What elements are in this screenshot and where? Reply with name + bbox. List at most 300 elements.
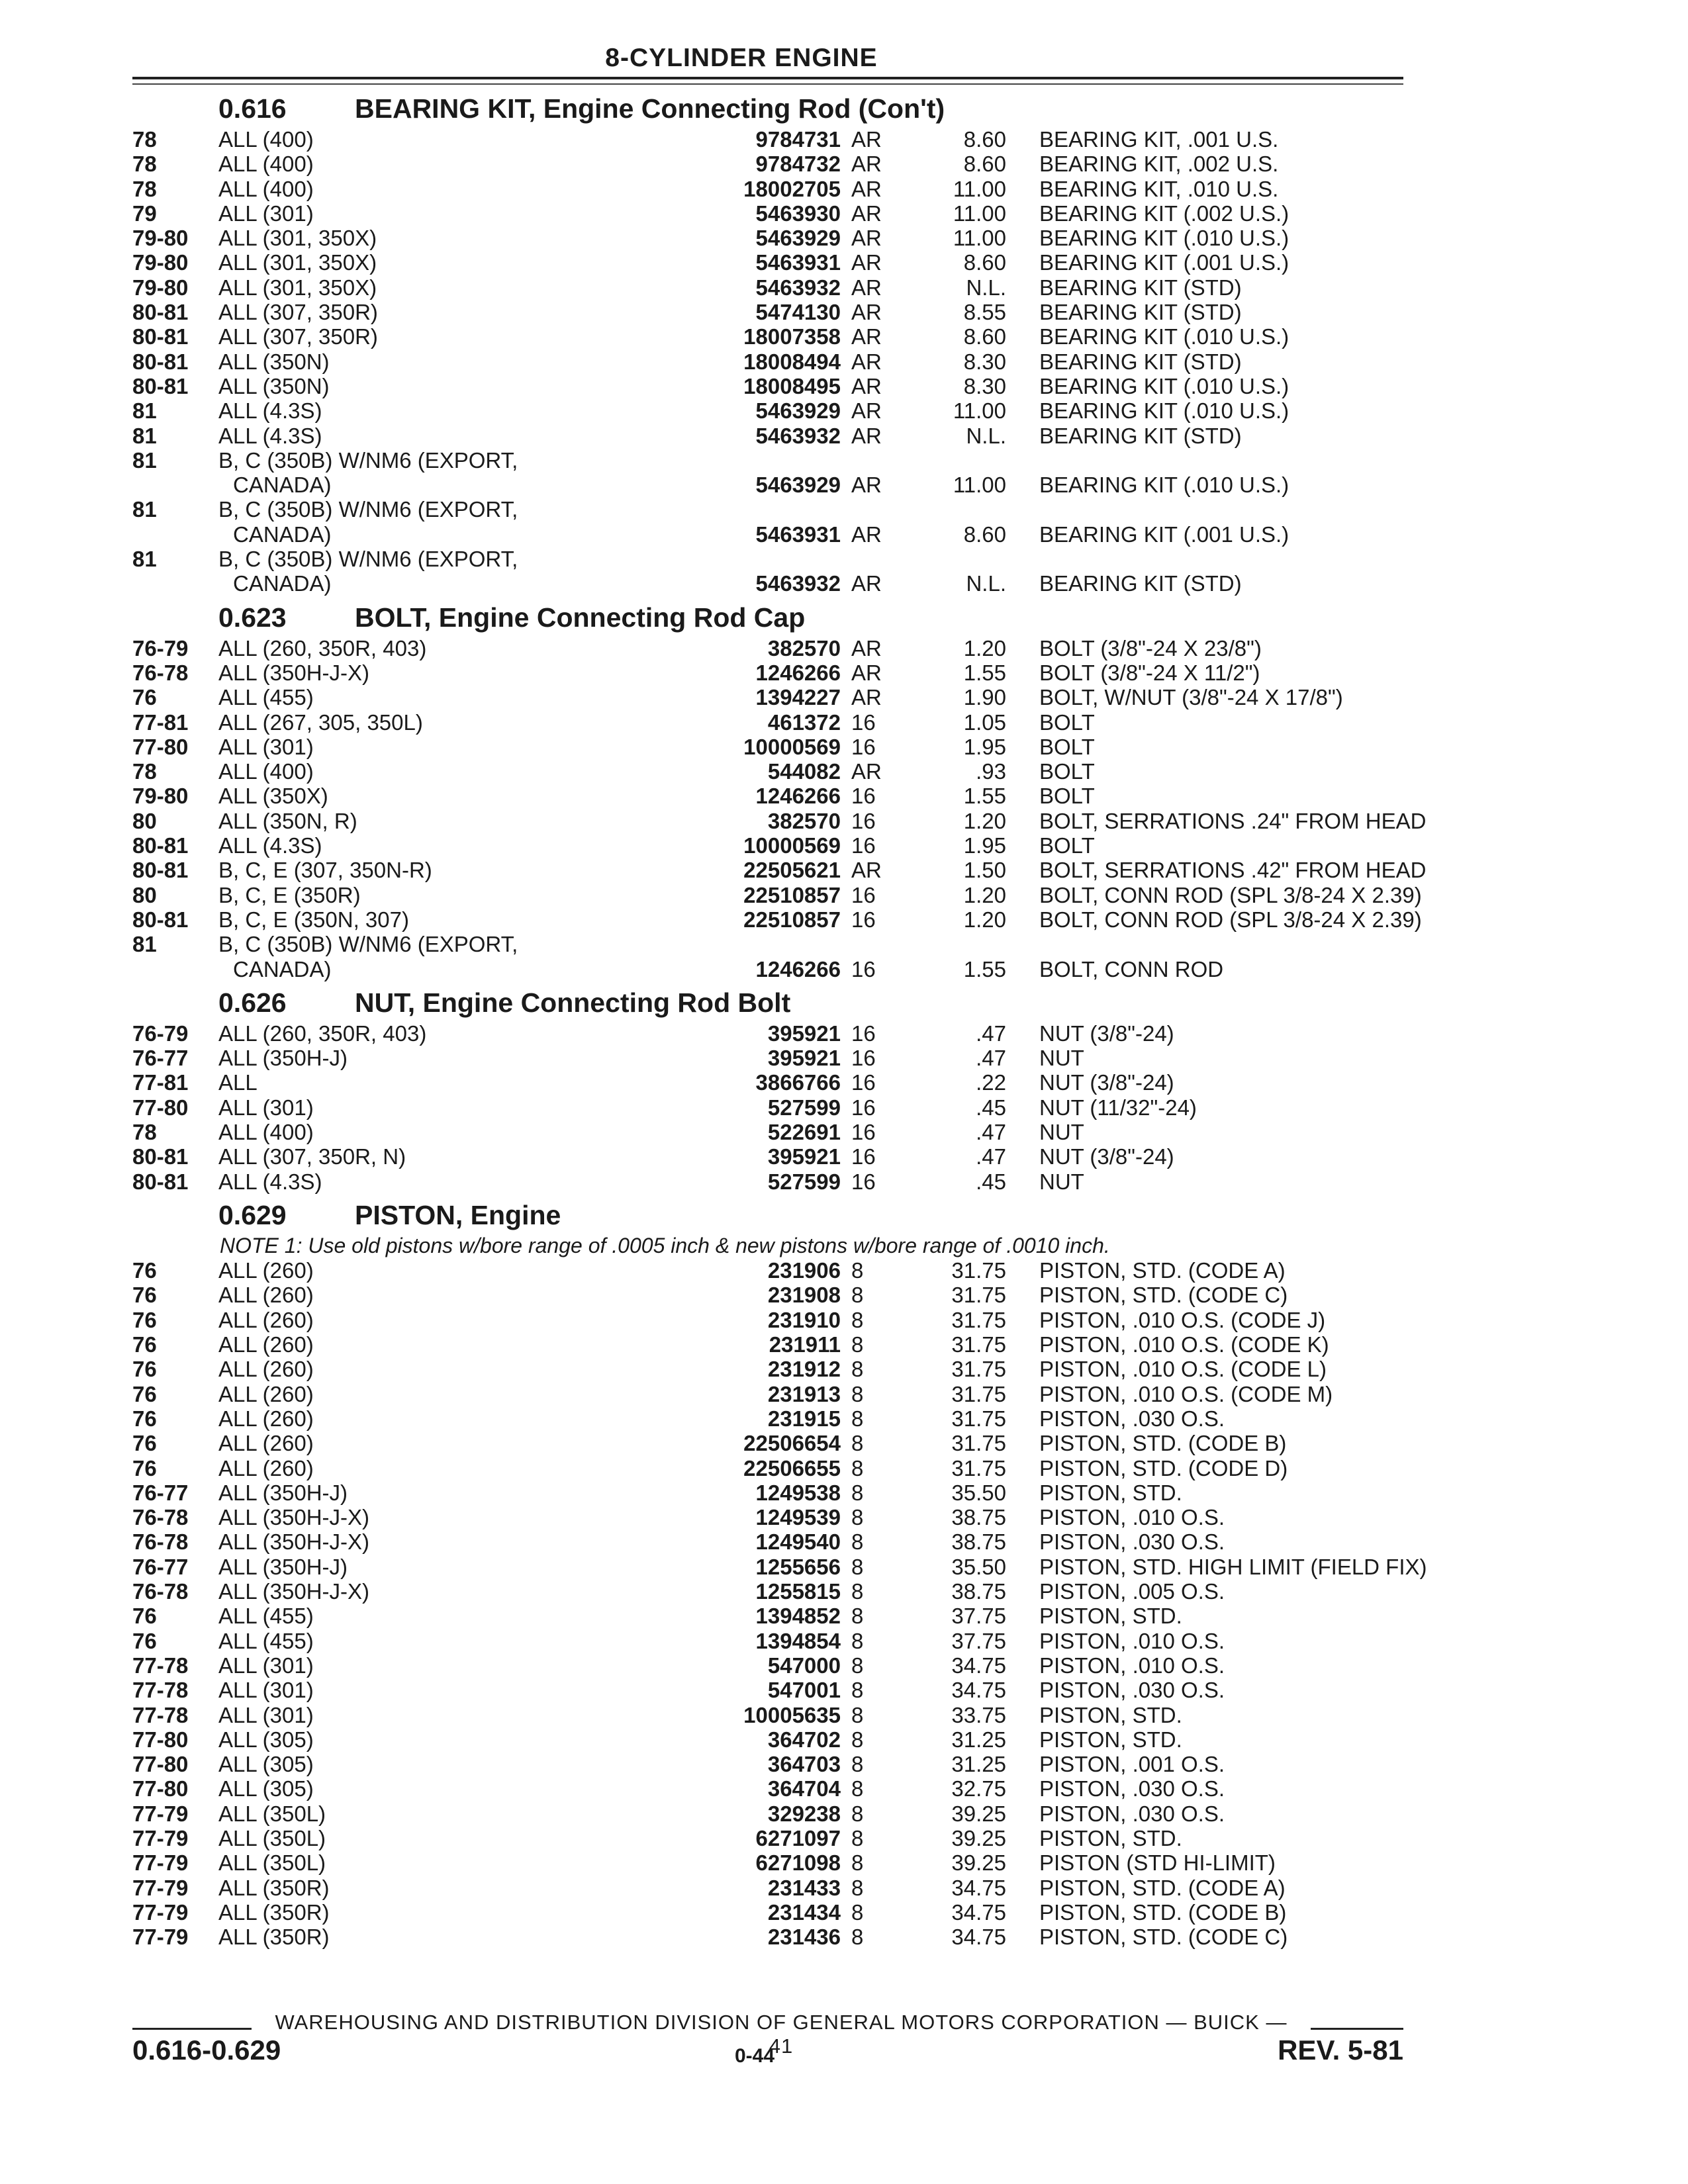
table-row [132,1258,1403,1283]
section-0-623 [132,596,1427,981]
application: ALL (350H-J-X) [218,1505,370,1530]
quantity: 16 [851,734,876,759]
quantity: AR [851,152,882,177]
description: PISTON, .010 O.S. [1039,1505,1225,1530]
part-number: 527599 [767,1169,841,1194]
table-row [132,1480,1403,1505]
model-year: 77-80 [132,1752,189,1777]
table-row [132,1095,1403,1120]
quantity: 16 [851,784,876,809]
model-year: 78 [132,759,157,784]
footer-page-number: 0-44 [734,2045,775,2067]
application: ALL (301) [218,1095,314,1120]
model-year: 76 [132,685,157,710]
section-code: 0.629 [218,1199,287,1230]
model-year: 81 [132,932,157,957]
application: ALL (400) [218,176,314,201]
part-number: 364703 [767,1752,841,1777]
application: B, C (350B) W/NM6 (EXPORT, [218,497,518,522]
model-year: 81 [132,447,157,473]
price: 31.75 [951,1357,1006,1382]
quantity: 8 [851,1431,864,1456]
application: ALL (301) [218,1653,314,1678]
table-row [132,547,1403,571]
application: CANADA) [233,522,332,547]
table-row [132,374,1403,398]
table-row [132,324,1403,349]
description: BOLT, CONN ROD (SPL 3/8-24 X 2.39) [1039,907,1422,932]
application: ALL (305) [218,1727,314,1752]
quantity: 8 [851,1752,864,1777]
description: BOLT [1039,709,1095,735]
application: ALL (301, 350X) [218,226,377,251]
part-number: 18008494 [743,349,841,374]
quantity: 8 [851,1258,864,1283]
quantity: AR [851,275,882,300]
part-number: 395921 [767,1021,841,1046]
description: PISTON, STD. (CODE B) [1039,1899,1287,1925]
table-row [132,1308,1403,1332]
quantity: AR [851,522,882,547]
price: 31.75 [951,1455,1006,1480]
model-year: 77-81 [132,709,189,735]
application: ALL (305) [218,1776,314,1801]
description: BEARING KIT, .010 U.S. [1039,176,1279,201]
part-number: 10005635 [743,1702,841,1727]
part-number: 461372 [767,709,841,735]
description: PISTON, STD. [1039,1480,1182,1505]
description: BOLT [1039,759,1095,784]
section-name: PISTON, Engine [355,1199,561,1230]
description: BEARING KIT, .001 U.S. [1039,127,1279,152]
section-heading [132,981,1403,1021]
model-year: 76-78 [132,1579,189,1604]
description: BEARING KIT (STD) [1039,275,1242,300]
quantity: 16 [851,1144,876,1169]
quantity: 8 [851,1604,864,1629]
description: BEARING KIT (STD) [1039,349,1242,374]
description: BEARING KIT (STD) [1039,300,1242,325]
price: 1.90 [963,685,1006,710]
table-row [132,1382,1403,1406]
application: ALL (260) [218,1258,314,1283]
part-number: 547001 [767,1678,841,1703]
description: PISTON, .010 O.S. (CODE K) [1039,1332,1329,1357]
table-row [132,1604,1403,1628]
quantity: 8 [851,1801,864,1826]
description: BOLT [1039,784,1095,809]
table-row [132,1776,1403,1801]
model-year: 77-79 [132,1875,189,1900]
table-row [132,1169,1403,1194]
price: 31.75 [951,1258,1006,1283]
table-row [132,226,1403,250]
quantity: 16 [851,808,876,833]
section-note: NOTE 1: Use old pistons w/bore range of .0005 inch & new pistons w/bore range of .0010 inch. [220,1233,1110,1257]
application: ALL (307, 350R) [218,300,378,325]
model-year: 76 [132,1431,157,1456]
part-number: 1255815 [755,1579,841,1604]
table-row [132,349,1403,374]
price: 38.75 [951,1505,1006,1530]
description: PISTON, .010 O.S. (CODE L) [1039,1357,1327,1382]
table-row [132,1801,1403,1826]
quantity: 8 [851,1826,864,1850]
section-code: 0.626 [218,987,287,1018]
application: ALL [218,1070,258,1095]
footer-division: WAREHOUSING AND DISTRIBUTION DIVISION OF GENERAL MOTORS CORPORATION — BUICK — 41 [275,2011,1288,2058]
part-number: 18002705 [743,176,841,201]
price: 34.75 [951,1899,1006,1925]
table-row [132,497,1403,522]
quantity: AR [851,201,882,226]
description: BEARING KIT (.001 U.S.) [1039,250,1289,275]
model-year: 76-77 [132,1046,189,1071]
price: 1.20 [963,635,1006,660]
part-number: 9784732 [755,152,841,177]
price: N.L. [966,423,1006,448]
quantity: 8 [851,1702,864,1727]
part-number: 22510857 [743,882,841,907]
description: PISTON, STD. HIGH LIMIT (FIELD FIX) [1039,1554,1427,1579]
model-year: 77-79 [132,1850,189,1876]
table-row [132,735,1403,759]
model-year: 80-81 [132,833,189,858]
table-row [132,571,1403,596]
price: N.L. [966,275,1006,300]
model-year: 77-80 [132,1776,189,1801]
price: 11.00 [953,226,1006,251]
quantity: AR [851,300,882,325]
model-year: 76-79 [132,635,189,660]
footer-section-range: 0.616-0.629 [132,2034,281,2066]
part-number: 10000569 [743,734,841,759]
description: BOLT, CONN ROD [1039,956,1224,981]
section-code: 0.616 [218,93,287,124]
application: CANADA) [233,956,332,981]
table-row [132,1046,1403,1070]
quantity: 16 [851,709,876,735]
price: .93 [976,759,1006,784]
table-row [132,473,1403,497]
price: 31.75 [951,1332,1006,1357]
quantity: 16 [851,1046,876,1071]
model-year: 77-80 [132,1727,189,1752]
table-row [132,932,1403,956]
application: ALL (350H-J-X) [218,1529,370,1555]
description: BEARING KIT (STD) [1039,571,1242,596]
table-row [132,1727,1403,1752]
section-heading [132,87,1403,127]
model-year: 77-79 [132,1925,189,1950]
quantity: 16 [851,1095,876,1120]
description: NUT [1039,1046,1084,1071]
price: 35.50 [951,1554,1006,1579]
model-year: 76-77 [132,1480,189,1505]
price: .47 [976,1046,1006,1071]
part-number: 1249539 [755,1505,841,1530]
description: BOLT (3/8"-24 X 23/8") [1039,635,1262,660]
model-year: 81 [132,423,157,448]
description: PISTON, STD. [1039,1826,1182,1850]
table-row [132,1876,1403,1900]
quantity: AR [851,373,882,398]
parts-listing [132,87,1427,1950]
model-year: 77-79 [132,1801,189,1826]
description: PISTON, .010 O.S. (CODE M) [1039,1381,1333,1406]
price: 1.55 [963,956,1006,981]
table-row [132,1925,1403,1949]
table-row [132,1332,1403,1357]
application: ALL (260) [218,1455,314,1480]
application: ALL (301) [218,1702,314,1727]
model-year: 76 [132,1604,157,1629]
quantity: 8 [851,1579,864,1604]
header-rule [132,77,1403,79]
application: ALL (350L) [218,1801,326,1826]
part-number: 3866766 [755,1070,841,1095]
model-year: 76-79 [132,1021,189,1046]
application: ALL (260) [218,1283,314,1308]
price: 1.95 [963,833,1006,858]
table-row [132,1752,1403,1776]
table-row [132,858,1427,883]
quantity: AR [851,398,882,424]
price: 1.20 [963,907,1006,932]
price: 31.75 [951,1431,1006,1456]
part-number: 18008495 [743,373,841,398]
application: B, C (350B) W/NM6 (EXPORT, [218,932,518,957]
quantity: 16 [851,1169,876,1194]
table-row [132,907,1422,932]
application: B, C, E (307, 350N-R) [218,858,432,883]
table-row [132,1850,1403,1875]
application: ALL (350X) [218,784,328,809]
model-year: 77-81 [132,1070,189,1095]
table-row [132,710,1403,735]
model-year: 80-81 [132,349,189,374]
part-number: 5463931 [755,250,841,275]
model-year: 80-81 [132,324,189,349]
model-year: 80-81 [132,373,189,398]
description: PISTON, .030 O.S. [1039,1406,1225,1431]
page-title: 8-CYLINDER ENGINE [605,44,878,72]
description: PISTON, .010 O.S. [1039,1628,1225,1653]
price: 1.55 [963,660,1006,685]
quantity: 16 [851,1070,876,1095]
application: ALL (350R) [218,1899,330,1925]
application: ALL (260) [218,1406,314,1431]
quantity: AR [851,473,882,498]
description: BEARING KIT (.010 U.S.) [1039,398,1289,424]
application: ALL (350N) [218,349,330,374]
price: 31.75 [951,1307,1006,1332]
description: PISTON, STD. (CODE A) [1039,1258,1286,1283]
model-year: 80-81 [132,300,189,325]
price: 31.75 [951,1283,1006,1308]
price: 8.30 [963,349,1006,374]
application: ALL (260) [218,1307,314,1332]
application: ALL (400) [218,152,314,177]
quantity: 8 [851,1455,864,1480]
price: 8.60 [963,324,1006,349]
table-row [132,1070,1403,1095]
quantity: 8 [851,1899,864,1925]
description: BOLT [1039,833,1095,858]
table-row [132,448,1403,473]
quantity: 8 [851,1925,864,1950]
model-year: 80-81 [132,858,189,883]
description: PISTON, STD. (CODE A) [1039,1875,1286,1900]
table-row [132,1653,1403,1678]
application: ALL (350H-J-X) [218,660,370,685]
description: PISTON, .005 O.S. [1039,1579,1225,1604]
part-number: 1246266 [755,660,841,685]
table-row [132,127,1403,152]
part-number: 1255656 [755,1554,841,1579]
price: 34.75 [951,1925,1006,1950]
part-number: 1246266 [755,784,841,809]
quantity: 16 [851,833,876,858]
description: NUT (11/32"-24) [1039,1095,1197,1120]
model-year: 76 [132,1381,157,1406]
part-number: 5463931 [755,522,841,547]
model-year: 76 [132,1258,157,1283]
application: ALL (400) [218,127,314,152]
application: B, C, E (350R) [218,882,361,907]
description: BEARING KIT (STD) [1039,423,1242,448]
application: ALL (4.3S) [218,398,322,424]
model-year: 80-81 [132,1169,189,1194]
application: CANADA) [233,571,332,596]
model-year: 80-81 [132,907,189,932]
quantity: 8 [851,1850,864,1876]
description: BEARING KIT (.010 U.S.) [1039,373,1289,398]
description: PISTON, .030 O.S. [1039,1801,1225,1826]
description: PISTON, STD. [1039,1702,1182,1727]
part-number: 1394852 [755,1604,841,1629]
application: ALL (301, 350X) [218,275,377,300]
quantity: AR [851,685,882,710]
model-year: 78 [132,1119,157,1144]
price: 8.60 [963,522,1006,547]
part-number: 231913 [767,1381,841,1406]
application: ALL (350L) [218,1826,326,1850]
table-row [132,1678,1403,1702]
model-year: 80 [132,808,157,833]
model-year: 80 [132,882,157,907]
price: .47 [976,1119,1006,1144]
application: ALL (350H-J-X) [218,1579,370,1604]
price: 34.75 [951,1678,1006,1703]
description: NUT (3/8"-24) [1039,1070,1174,1095]
model-year: 76 [132,1283,157,1308]
part-number: 1246266 [755,956,841,981]
quantity: AR [851,324,882,349]
table-row [132,784,1403,808]
application: ALL (4.3S) [218,423,322,448]
part-number: 231433 [767,1875,841,1900]
section-name: BOLT, Engine Connecting Rod Cap [355,602,806,633]
price: 8.60 [963,250,1006,275]
quantity: 16 [851,1119,876,1144]
application: ALL (350R) [218,1925,330,1950]
quantity: AR [851,226,882,251]
table-row [132,636,1403,660]
part-number: 6271098 [755,1850,841,1876]
quantity: 8 [851,1307,864,1332]
model-year: 77-80 [132,734,189,759]
description: BOLT, W/NUT (3/8"-24 X 17/8") [1039,685,1343,710]
table-row [132,424,1403,448]
table-row [132,250,1403,275]
price: 31.25 [951,1752,1006,1777]
quantity: 8 [851,1283,864,1308]
table-row [132,1529,1403,1554]
price: 8.60 [963,127,1006,152]
part-number: 1249538 [755,1480,841,1505]
description: NUT (3/8"-24) [1039,1021,1174,1046]
part-number: 18007358 [743,324,841,349]
part-number: 231906 [767,1258,841,1283]
description: PISTON (STD HI-LIMIT) [1039,1850,1276,1876]
application: ALL (455) [218,685,314,710]
table-row [132,1283,1403,1307]
application: ALL (301) [218,734,314,759]
table-row [132,1357,1403,1381]
part-number: 22510857 [743,907,841,932]
description: NUT [1039,1169,1084,1194]
application: ALL (260, 350R, 403) [218,635,427,660]
price: 31.25 [951,1727,1006,1752]
price: .45 [976,1095,1006,1120]
section-0-629 [132,1194,1427,1950]
price: 11.00 [953,398,1006,424]
quantity: 8 [851,1505,864,1530]
section-code: 0.623 [218,602,287,633]
price: .22 [976,1070,1006,1095]
description: PISTON, STD. (CODE C) [1039,1283,1288,1308]
quantity: 16 [851,956,876,981]
quantity: 8 [851,1381,864,1406]
application: B, C (350B) W/NM6 (EXPORT, [218,447,518,473]
application: ALL (260, 350R, 403) [218,1021,427,1046]
application: ALL (307, 350R) [218,324,378,349]
price: 1.55 [963,784,1006,809]
model-year: 81 [132,398,157,424]
description: BEARING KIT (.002 U.S.) [1039,201,1289,226]
application: ALL (4.3S) [218,833,322,858]
table-row [132,1629,1403,1653]
application: ALL (350R) [218,1875,330,1900]
part-number: 364702 [767,1727,841,1752]
price: 1.20 [963,808,1006,833]
price: 1.05 [963,709,1006,735]
price: 1.50 [963,858,1006,883]
section-heading [132,596,1403,636]
price: 8.55 [963,300,1006,325]
application: ALL (307, 350R, N) [218,1144,406,1169]
part-number: 6271097 [755,1826,841,1850]
quantity: 16 [851,907,876,932]
table-row [132,152,1403,176]
price: 31.75 [951,1381,1006,1406]
description: NUT (3/8"-24) [1039,1144,1174,1169]
model-year: 79-80 [132,250,189,275]
model-year: 78 [132,152,157,177]
quantity: AR [851,759,882,784]
table-row [132,685,1403,709]
